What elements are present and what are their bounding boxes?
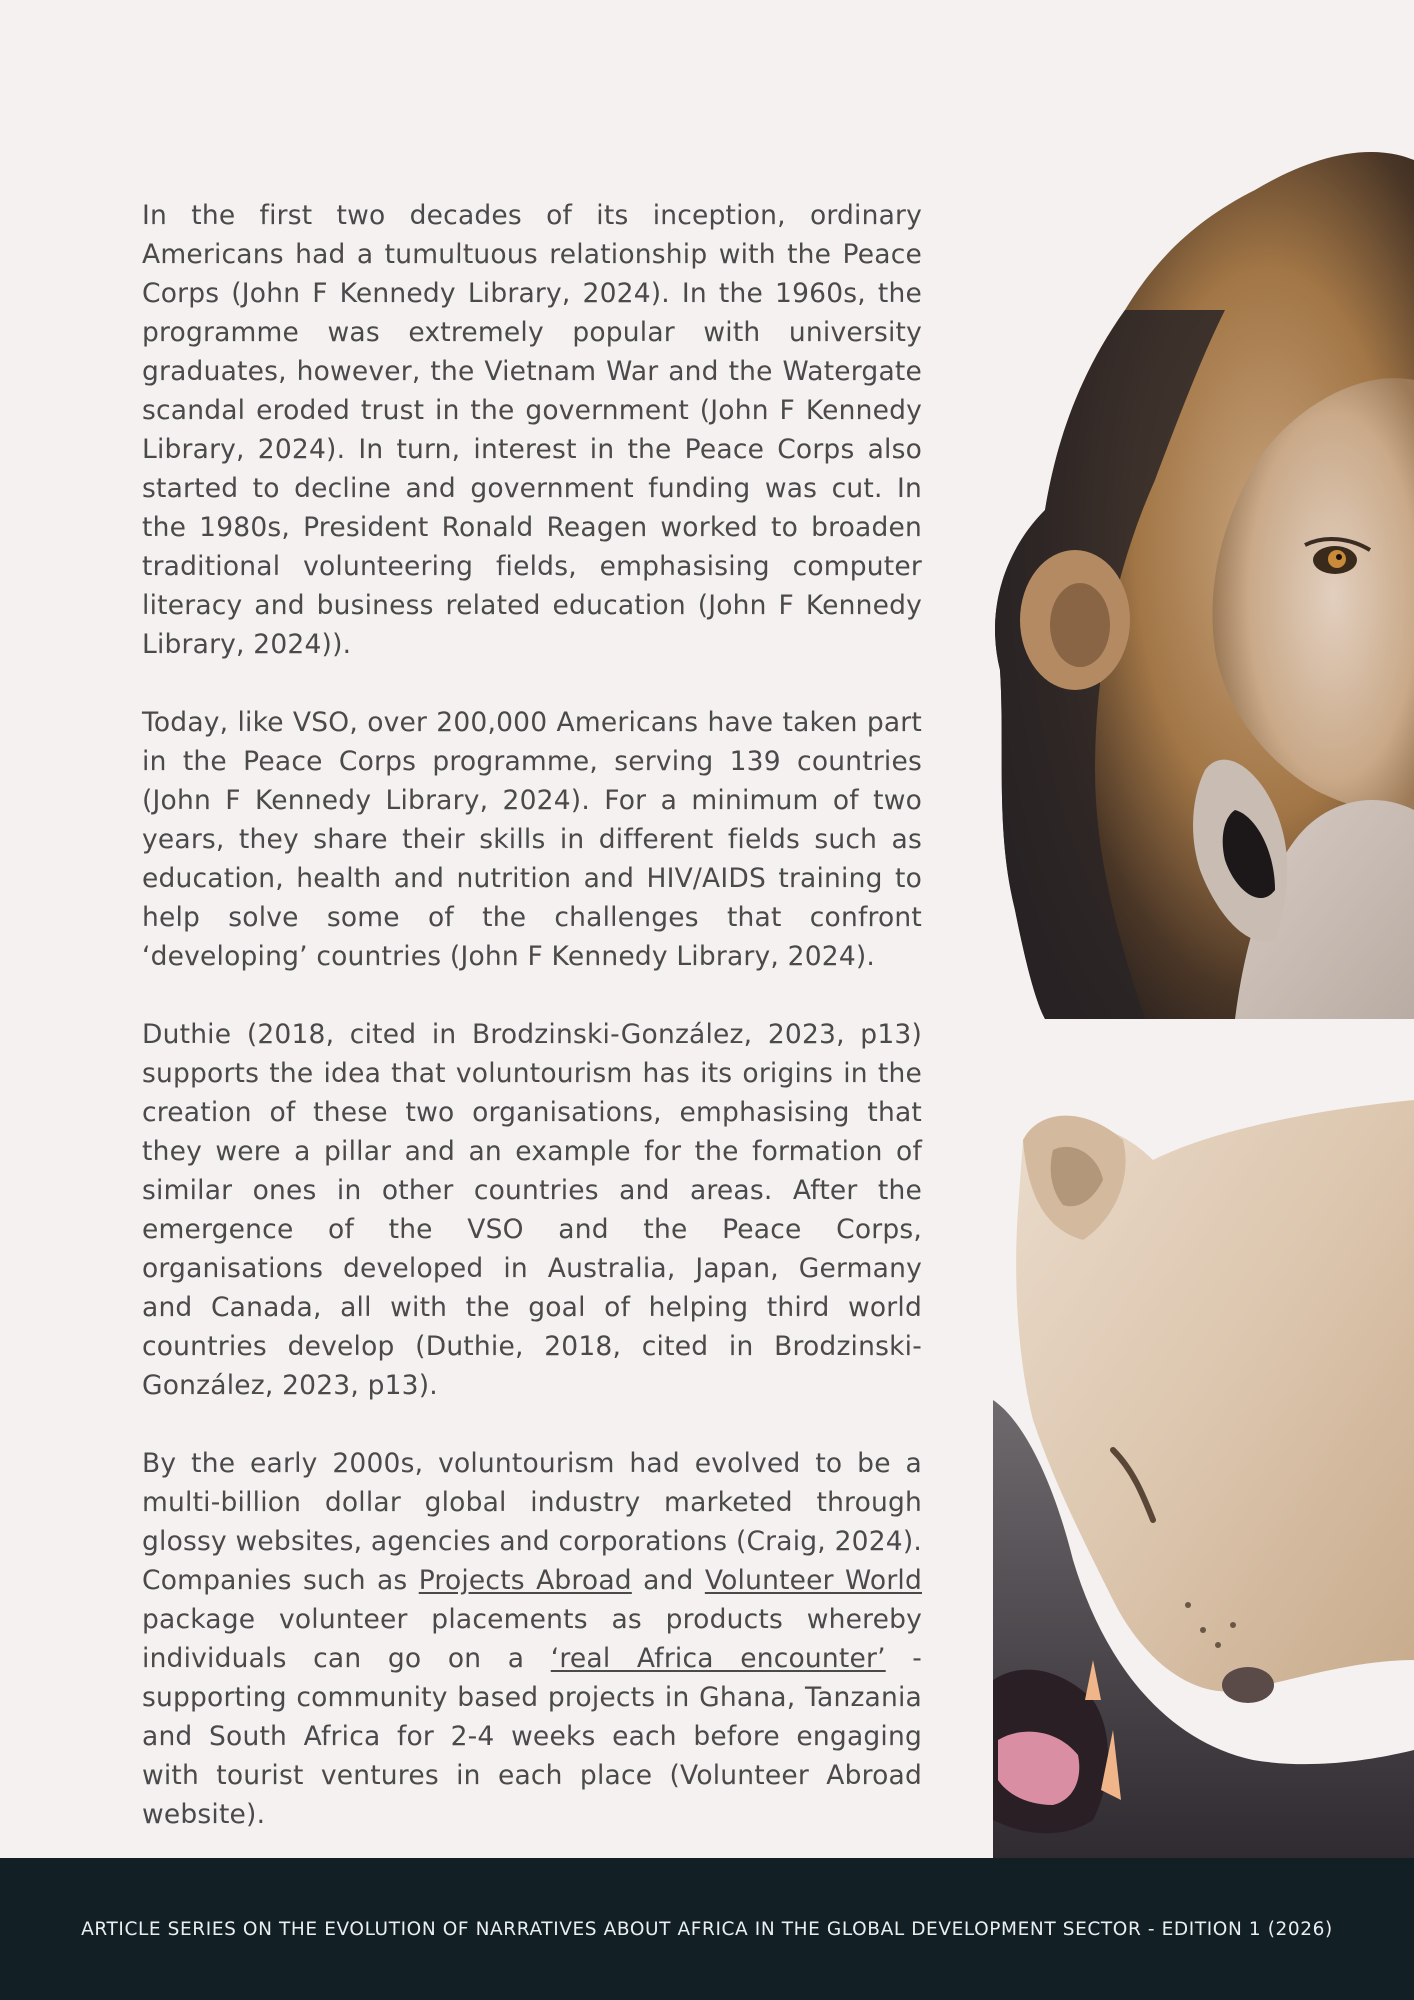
projects-abroad-link[interactable]: Projects Abroad	[418, 1565, 632, 1596]
paragraph-text: package volunteer placements as products whereby individuals can go on a	[142, 1604, 922, 1674]
footer-series-title: ARTICLE SERIES ON THE EVOLUTION OF NARRATIVES ABOUT AFRICA IN THE GLOBAL DEVELOPMENT SECTOR - EDITION 1 (2026)	[81, 1918, 1333, 1940]
paragraph-peace-corps-history: In the first two decades of its inception, ordinary Americans had a tumultuous relationship with the Peace Corps (John F Kennedy Library, 2024). In the 1960s, the programme was extremely popular with university graduates, however, the Vietnam War and the Watergate scandal eroded trust in the government (John F Kennedy Library, 2024). In turn, interest in the Peace Corps also started to decline and government funding was cut. In the 1980s, President Ronald Reagen worked to broaden traditional volunteering fields, emphasising computer literacy and business related education (John F Kennedy Library, 2024)).	[142, 200, 922, 660]
paragraph-voluntourism-origins: Duthie (2018, cited in Brodzinski-González, 2023, p13) supports the idea that voluntourism has its origins in the creation of these two organisations, emphasising that they were a pillar and an example for the formation of similar ones in other countries and areas. After the emergence of the VSO and the Peace Corps, organisations developed in Australia, Japan, Germany and Canada, all with the goal of helping third world countries develop (Duthie, 2018, cited in Brodzinski-González, 2023, p13).	[142, 1019, 922, 1401]
volunteer-world-link[interactable]: Volunteer World	[704, 1565, 922, 1596]
article-body	[142, 196, 922, 1873]
paragraph-text: By the early 2000s, voluntourism had evolved to be a multi-billion dollar global industry marketed through glossy websites, agencies and corporations (Craig, 2024). Companies such as	[142, 1448, 922, 1596]
real-africa-encounter-link[interactable]: ‘real Africa encounter’	[550, 1643, 886, 1674]
paragraph-voluntourism-industry	[142, 1444, 922, 1834]
footer-banner	[0, 1858, 1414, 2000]
paragraph-peace-corps-today: Today, like VSO, over 200,000 Americans have taken part in the Peace Corps programme, serving 139 countries (John F Kennedy Library, 2024). For a minimum of two years, they share their skills in different fields such as education, health and nutrition and HIV/AIDS training to help solve some of the challenges that confront ‘developing’ countries (John F Kennedy Library, 2024).	[142, 707, 922, 972]
lion-photo	[945, 150, 1414, 1019]
lioness-photo	[993, 1100, 1414, 1858]
paragraph-text: - supporting community based projects in Ghana, Tanzania and South Africa for 2-4 weeks each before engaging with tourist ventures in each place (Volunteer Abroad website).	[142, 1643, 923, 1830]
paragraph-text: and	[631, 1565, 705, 1596]
